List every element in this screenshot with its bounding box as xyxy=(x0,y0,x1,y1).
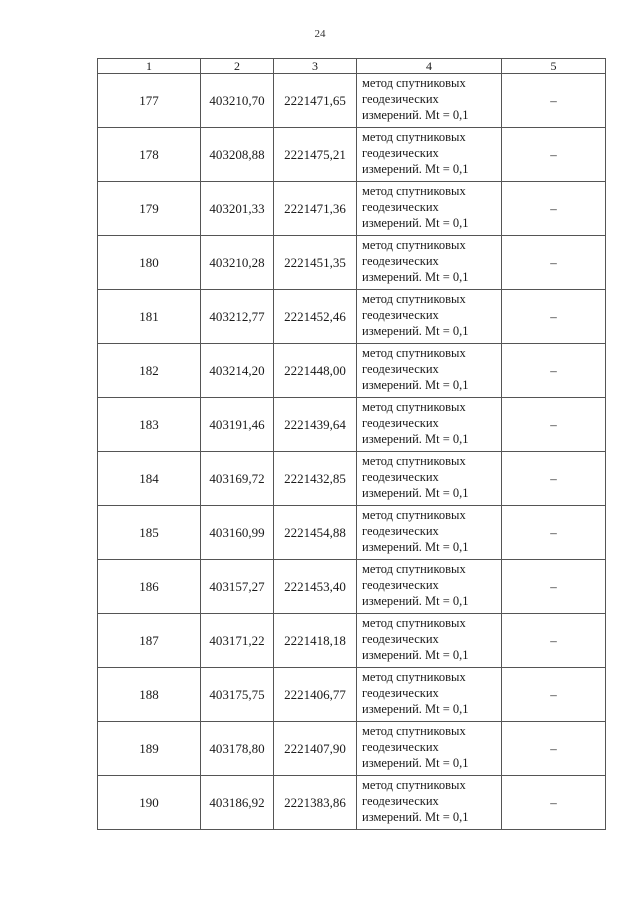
point-number-cell: 186 xyxy=(98,560,201,614)
header-col-4: 4 xyxy=(357,59,502,74)
note-cell: – xyxy=(502,128,606,182)
coord-x-cell: 403212,77 xyxy=(201,290,274,344)
table-row xyxy=(98,236,606,290)
coord-y-cell: 2221453,40 xyxy=(274,560,357,614)
note-cell: – xyxy=(502,506,606,560)
header-col-3: 3 xyxy=(274,59,357,74)
table-body xyxy=(98,74,606,830)
coord-y-cell: 2221475,21 xyxy=(274,128,357,182)
table-row xyxy=(98,506,606,560)
table-row xyxy=(98,128,606,182)
point-number-cell: 189 xyxy=(98,722,201,776)
point-number-cell: 190 xyxy=(98,776,201,830)
table-row xyxy=(98,614,606,668)
method-line: измерений. Mt = 0,1 xyxy=(362,486,469,500)
header-col-5: 5 xyxy=(502,59,606,74)
point-number-cell: 187 xyxy=(98,614,201,668)
table-row xyxy=(98,290,606,344)
note-cell: – xyxy=(502,290,606,344)
method-line: геодезических xyxy=(362,92,439,106)
coord-y-cell: 2221383,86 xyxy=(274,776,357,830)
coord-y-cell: 2221448,00 xyxy=(274,344,357,398)
method-cell xyxy=(357,236,502,290)
point-number-cell: 181 xyxy=(98,290,201,344)
coord-y-cell: 2221432,85 xyxy=(274,452,357,506)
coord-y-cell: 2221454,88 xyxy=(274,506,357,560)
coord-x-cell: 403178,80 xyxy=(201,722,274,776)
coord-x-cell: 403175,75 xyxy=(201,668,274,722)
table-row xyxy=(98,74,606,128)
coordinates-table xyxy=(97,58,606,830)
coord-y-cell: 2221418,18 xyxy=(274,614,357,668)
note-cell: – xyxy=(502,236,606,290)
method-line: метод спутниковых xyxy=(362,238,466,252)
table-row xyxy=(98,560,606,614)
method-cell xyxy=(357,722,502,776)
table-row xyxy=(98,344,606,398)
coord-x-cell: 403210,28 xyxy=(201,236,274,290)
method-cell xyxy=(357,398,502,452)
method-line: метод спутниковых xyxy=(362,346,466,360)
note-cell: – xyxy=(502,614,606,668)
method-line: геодезических xyxy=(362,578,439,592)
method-cell xyxy=(357,344,502,398)
method-line: измерений. Mt = 0,1 xyxy=(362,648,469,662)
method-cell xyxy=(357,290,502,344)
note-cell: – xyxy=(502,668,606,722)
point-number-cell: 185 xyxy=(98,506,201,560)
method-line: геодезических xyxy=(362,308,439,322)
coord-x-cell: 403157,27 xyxy=(201,560,274,614)
method-line: метод спутниковых xyxy=(362,292,466,306)
method-line: метод спутниковых xyxy=(362,778,466,792)
coord-y-cell: 2221406,77 xyxy=(274,668,357,722)
coord-x-cell: 403191,46 xyxy=(201,398,274,452)
header-row xyxy=(98,59,606,74)
coord-y-cell: 2221407,90 xyxy=(274,722,357,776)
coord-x-cell: 403171,22 xyxy=(201,614,274,668)
coord-x-cell: 403208,88 xyxy=(201,128,274,182)
coord-y-cell: 2221471,36 xyxy=(274,182,357,236)
method-line: метод спутниковых xyxy=(362,508,466,522)
table-row xyxy=(98,452,606,506)
method-line: метод спутниковых xyxy=(362,454,466,468)
coord-x-cell: 403160,99 xyxy=(201,506,274,560)
method-cell xyxy=(357,776,502,830)
method-line: измерений. Mt = 0,1 xyxy=(362,324,469,338)
method-line: геодезических xyxy=(362,470,439,484)
note-cell: – xyxy=(502,344,606,398)
method-line: измерений. Mt = 0,1 xyxy=(362,540,469,554)
method-line: измерений. Mt = 0,1 xyxy=(362,378,469,392)
method-line: измерений. Mt = 0,1 xyxy=(362,756,469,770)
method-cell xyxy=(357,452,502,506)
point-number-cell: 179 xyxy=(98,182,201,236)
method-line: геодезических xyxy=(362,632,439,646)
point-number-cell: 180 xyxy=(98,236,201,290)
note-cell: – xyxy=(502,398,606,452)
method-line: геодезических xyxy=(362,200,439,214)
point-number-cell: 178 xyxy=(98,128,201,182)
method-line: измерений. Mt = 0,1 xyxy=(362,432,469,446)
method-line: метод спутниковых xyxy=(362,184,466,198)
method-line: метод спутниковых xyxy=(362,724,466,738)
point-number-cell: 182 xyxy=(98,344,201,398)
coord-x-cell: 403186,92 xyxy=(201,776,274,830)
header-col-1: 1 xyxy=(98,59,201,74)
method-line: измерений. Mt = 0,1 xyxy=(362,702,469,716)
note-cell: – xyxy=(502,182,606,236)
note-cell: – xyxy=(502,776,606,830)
method-line: геодезических xyxy=(362,740,439,754)
method-cell xyxy=(357,74,502,128)
method-cell xyxy=(357,614,502,668)
table-row xyxy=(98,776,606,830)
method-cell xyxy=(357,182,502,236)
method-line: геодезических xyxy=(362,254,439,268)
coord-y-cell: 2221451,35 xyxy=(274,236,357,290)
method-line: геодезических xyxy=(362,524,439,538)
method-line: геодезических xyxy=(362,416,439,430)
coord-x-cell: 403214,20 xyxy=(201,344,274,398)
method-line: измерений. Mt = 0,1 xyxy=(362,270,469,284)
coord-y-cell: 2221471,65 xyxy=(274,74,357,128)
note-cell: – xyxy=(502,722,606,776)
method-line: измерений. Mt = 0,1 xyxy=(362,594,469,608)
method-line: геодезических xyxy=(362,362,439,376)
header-col-2: 2 xyxy=(201,59,274,74)
table-row xyxy=(98,398,606,452)
table-row xyxy=(98,182,606,236)
method-cell xyxy=(357,560,502,614)
point-number-cell: 184 xyxy=(98,452,201,506)
method-cell xyxy=(357,128,502,182)
method-cell xyxy=(357,668,502,722)
page-number: 24 xyxy=(314,28,326,40)
coord-x-cell: 403210,70 xyxy=(201,74,274,128)
method-line: метод спутниковых xyxy=(362,670,466,684)
point-number-cell: 183 xyxy=(98,398,201,452)
coord-y-cell: 2221439,64 xyxy=(274,398,357,452)
point-number-cell: 188 xyxy=(98,668,201,722)
method-line: измерений. Mt = 0,1 xyxy=(362,810,469,824)
method-line: метод спутниковых xyxy=(362,616,466,630)
method-line: метод спутниковых xyxy=(362,130,466,144)
method-line: измерений. Mt = 0,1 xyxy=(362,108,469,122)
table-header xyxy=(98,59,606,74)
method-line: метод спутниковых xyxy=(362,400,466,414)
method-cell xyxy=(357,506,502,560)
method-line: метод спутниковых xyxy=(362,562,466,576)
method-line: геодезических xyxy=(362,146,439,160)
method-line: измерений. Mt = 0,1 xyxy=(362,162,469,176)
method-line: геодезических xyxy=(362,794,439,808)
method-line: метод спутниковых xyxy=(362,76,466,90)
table-row xyxy=(98,722,606,776)
method-line: геодезических xyxy=(362,686,439,700)
note-cell: – xyxy=(502,560,606,614)
point-number-cell: 177 xyxy=(98,74,201,128)
table-row xyxy=(98,668,606,722)
note-cell: – xyxy=(502,452,606,506)
coord-y-cell: 2221452,46 xyxy=(274,290,357,344)
coord-x-cell: 403201,33 xyxy=(201,182,274,236)
coord-x-cell: 403169,72 xyxy=(201,452,274,506)
note-cell: – xyxy=(502,74,606,128)
method-line: измерений. Mt = 0,1 xyxy=(362,216,469,230)
